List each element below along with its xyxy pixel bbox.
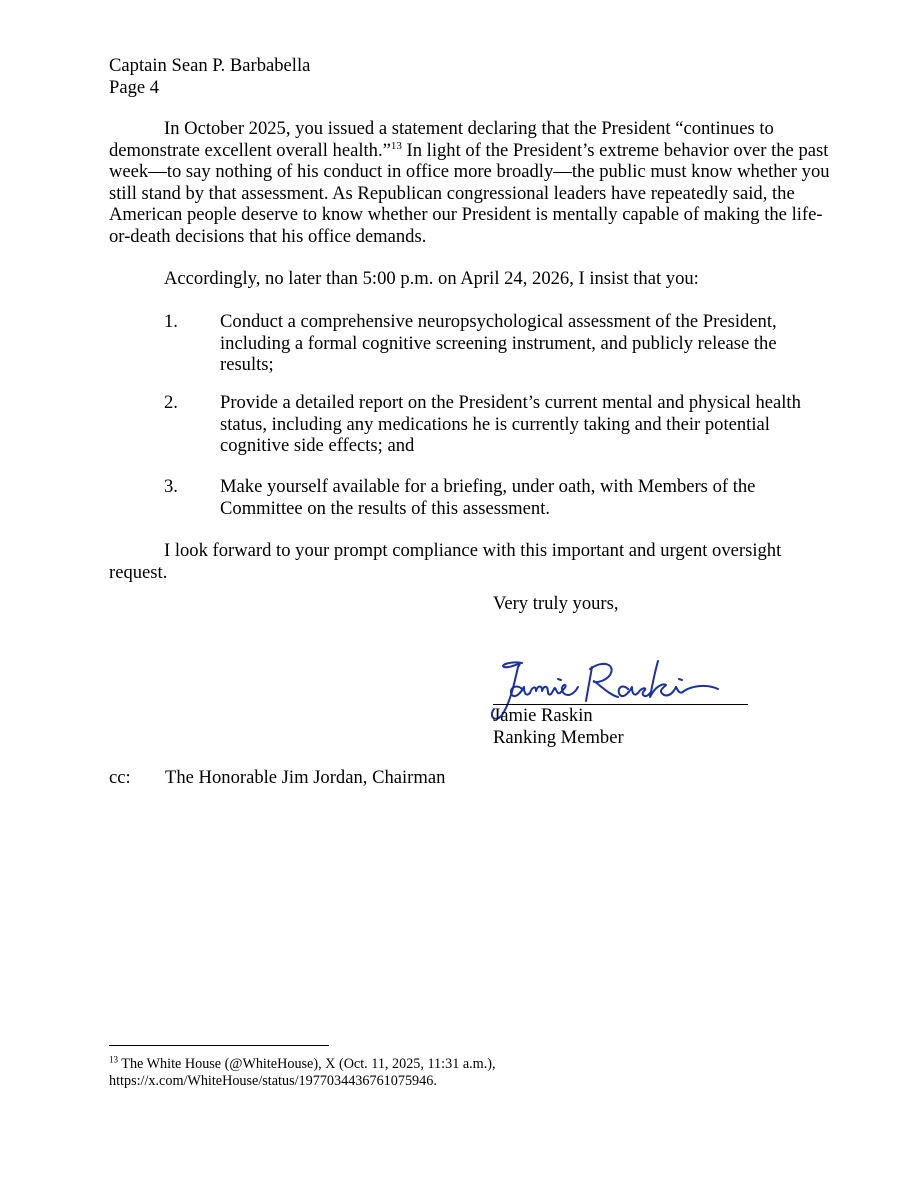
paragraph-line: request.: [109, 561, 168, 583]
signer-title: Ranking Member: [493, 726, 624, 748]
list-line: results;: [220, 354, 274, 375]
list-line: status, including any medications he is currently taking and their potential: [220, 413, 770, 435]
paragraph-line: still stand by that assessment. As Republican congressional leaders have repeatedly said, the: [109, 182, 795, 204]
list-line: including a formal cognitive screening instrument, and publicly release the: [220, 332, 777, 354]
paragraph-text: demonstrate excellent overall health.”: [109, 139, 391, 161]
paragraph-line: In October 2025, you issued a statement declaring that the President “continues to: [164, 118, 774, 139]
footnote-number: 13: [109, 1054, 118, 1065]
paragraph-assessment: [109, 118, 829, 247]
paragraph-demand-intro: Accordingly, no later than 5:00 p.m. on April 24, 2026, I insist that you:: [164, 268, 699, 289]
list-line: Provide a detailed report on the President’s current mental and physical health: [220, 392, 801, 413]
footnote-text: The White House (@WhiteHouse), X (Oct. 11, 2025, 11:31 a.m.),: [118, 1056, 496, 1072]
carbon-copy: [109, 767, 445, 789]
paragraph-line: I look forward to your prompt compliance with this important and urgent oversight: [164, 540, 782, 561]
paragraph-line: or-death decisions that his office demands.: [109, 225, 427, 247]
list-item-text: [220, 392, 840, 457]
footnote-divider: [109, 1045, 329, 1046]
closing-salutation: Very truly yours,: [493, 593, 619, 614]
list-number: 2.: [164, 392, 178, 413]
footnote-line: [109, 1056, 496, 1073]
footnote-link[interactable]: https://x.com/WhiteHouse/status/1977034436761075946.: [109, 1073, 437, 1089]
list-line: Conduct a comprehensive neuropsychological assessment of the President,: [220, 311, 777, 332]
signer-block: [493, 705, 624, 748]
paragraph-text: In light of the President’s extreme behavior over the past: [401, 139, 829, 161]
paragraph-line: week—to say nothing of his conduct in office more broadly—the public must know whether you: [109, 161, 830, 182]
list-number: 3.: [164, 476, 178, 497]
paragraph-closing-request: [109, 540, 829, 583]
signer-name: Jamie Raskin: [493, 705, 593, 726]
recipient-name: Captain Sean P. Barbabella: [109, 55, 311, 76]
footnote: [109, 1056, 496, 1090]
list-item-text: [220, 311, 840, 376]
paragraph-line: [109, 140, 829, 162]
cc-recipient: The Honorable Jim Jordan, Chairman: [165, 767, 446, 788]
cc-label: cc:: [109, 767, 131, 788]
list-item-text: [220, 476, 840, 519]
letter-header: [109, 55, 310, 98]
list-line: Committee on the results of this assessment.: [220, 497, 551, 519]
list-line: Make yourself available for a briefing, under oath, with Members of the: [220, 476, 756, 497]
paragraph-line: American people deserve to know whether our President is mentally capable of making the life-: [109, 204, 823, 225]
page-number: Page 4: [109, 76, 160, 98]
list-number: 1.: [164, 311, 178, 332]
footnote-reference[interactable]: 13: [390, 139, 402, 152]
list-line: cognitive side effects; and: [220, 435, 415, 456]
